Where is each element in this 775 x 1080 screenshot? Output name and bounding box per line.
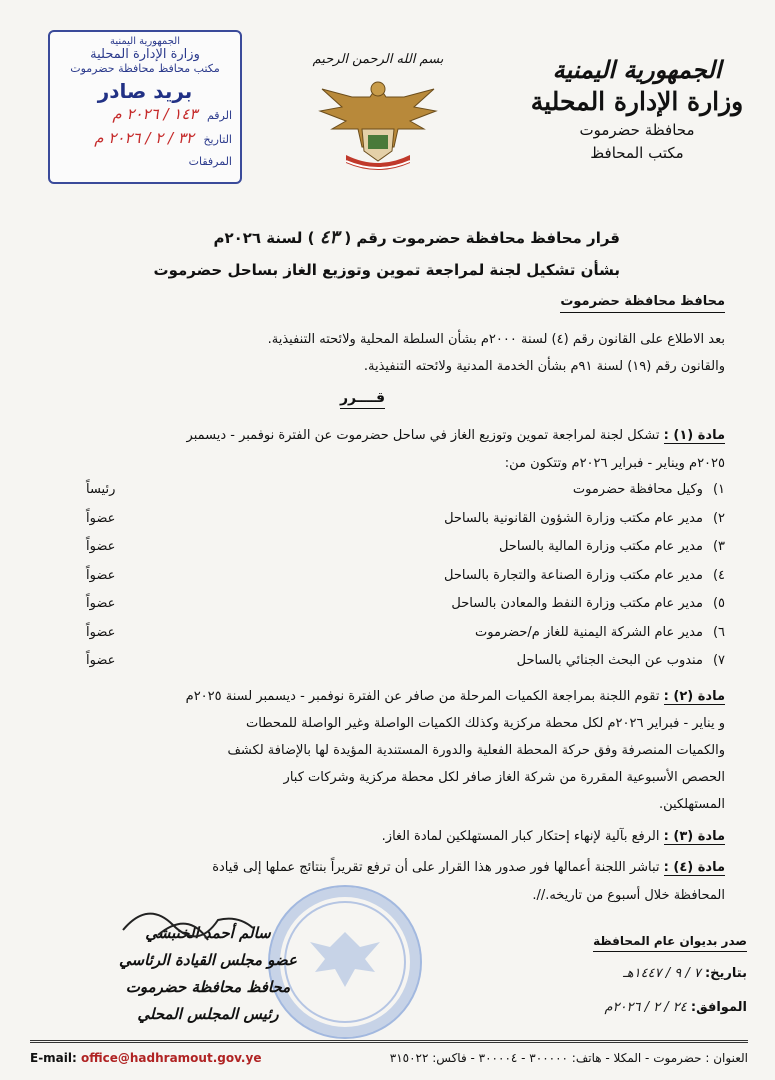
stamp-number-label: الرقم (206, 109, 232, 122)
member-name: مدير عام مكتب وزارة النفط والمعادن بالساحل (451, 596, 703, 611)
stamp-number-row (50, 103, 240, 127)
office-name: مكتب المحافظ (590, 144, 684, 162)
member-role: عضواً (86, 596, 116, 611)
issuer-heading: محافظ محافظة حضرموت (560, 292, 725, 313)
member-role: عضواً (86, 625, 116, 640)
article-3-label: مادة (٣) : (663, 829, 725, 844)
member-row (475, 623, 725, 643)
member-role: عضواً (86, 539, 116, 554)
member-name: وكيل محافظة حضرموت (572, 482, 703, 497)
stamp-republic: الجمهورية اليمنية (109, 36, 180, 47)
decides-heading: قــــرر (340, 388, 385, 409)
decree-title (60, 226, 620, 250)
decree-subject: بشأن تشكيل لجنة لمراجعة تموين وتوزيع الغاز بساحل حضرموت (153, 261, 620, 279)
decree-prefix: قرار محافظ محافظة حضرموت رقم ( (344, 229, 620, 247)
member-row (573, 480, 725, 500)
gregorian-date-row (557, 998, 747, 1018)
signatory-title-1: عضو مجلس القيادة الرئاسي (119, 951, 297, 969)
stamp-date-value: ٣٢ / ٢ / ٢٠٢٦ م (94, 129, 194, 147)
member-number: ٥) (712, 596, 725, 611)
article-3-text: الرفع بآلية لإنهاء إحتكار كبار المستهلكين لمادة الغاز. (381, 829, 660, 844)
signatory-name: سالم أحمد الخنبشي (145, 924, 271, 942)
emblem (312, 52, 444, 181)
article-1-line-2: ٢٠٢٥م ويناير - فبراير ٢٠٢٦م وتتكون من: (504, 456, 725, 471)
signature-block (98, 920, 318, 1028)
member-number: ٢) (712, 511, 725, 526)
member-name: مدير عام مكتب وزارة الصناعة والتجارة بالساحل (444, 568, 703, 583)
member-row (517, 651, 725, 671)
stamp-number-value: ١٤٣ / ٢٠٢٦ م (112, 105, 198, 123)
article-2-line-5: المستهلكين. (658, 797, 725, 812)
eagle-emblem-icon (312, 67, 444, 177)
recital-2: والقانون رقم (١٩) لسنة ٩١م بشأن الخدمة المدنية ولائحته التنفيذية. (363, 359, 725, 374)
email-label: E-mail: (30, 1051, 77, 1065)
article-3 (382, 827, 725, 847)
member-role: عضواً (86, 653, 116, 668)
footer-address: العنوان : حضرموت - المكلا - هاتف: ٣٠٠٠٠٠ - ٣٠٠٠٠٤ - فاكس: ٣١٥٠٢٢ (389, 1051, 748, 1065)
member-name: مدير عام مكتب وزارة الشؤون القانونية بالساحل (444, 511, 703, 526)
stamp-ministry: وزارة الإدارة المحلية (90, 47, 200, 62)
issued-label: صدر بديوان عام المحافظة (593, 931, 747, 952)
signatory-title-2: محافظ محافظة حضرموت (125, 978, 291, 996)
ministry-name: وزارة الإدارة المحلية (530, 87, 744, 116)
article-1-label: مادة (١) : (663, 428, 725, 443)
member-number: ٦) (712, 625, 725, 640)
handwritten-signature-icon (118, 890, 258, 950)
member-row (444, 566, 725, 586)
article-2-line-4: الحصص الأسبوعية المقررة من شركة الغاز صافر لكل محطة مركزية وشركات كبار (283, 770, 725, 785)
gregorian-date-label: الموافق: (690, 1000, 747, 1015)
member-name: مدير عام مكتب وزارة المالية بالساحل (498, 539, 703, 554)
stamp-mail-title: بريد صادر (97, 79, 193, 103)
republic-name: الجمهورية اليمنية (552, 55, 722, 84)
member-number: ٧) (712, 653, 725, 668)
hijri-date-row (557, 964, 747, 984)
article-4-text-1: تباشر اللجنة أعمالها فور صدور هذا القرار على أن ترفع تقريراً بنتائج عملها إلى قيادة (212, 860, 660, 875)
member-role: عضواً (86, 511, 116, 526)
article-4-label: مادة (٤) : (663, 860, 725, 875)
basmala: بسم الله الرحمن الرحيم (312, 52, 444, 67)
member-role: رئيساً (86, 482, 116, 497)
outgoing-mail-stamp (48, 30, 242, 184)
article-2-line-2: و يناير - فبراير ٢٠٢٦م لكل محطة مركزية وكذلك الكميات الواصلة وغير الواصلة للمحطات (246, 716, 725, 731)
stamp-attachments-label: المرفقات (188, 155, 232, 168)
member-row (499, 537, 725, 557)
member-number: ٤) (712, 568, 725, 583)
article-4-line-1 (212, 858, 725, 878)
decree-number: ٤٣ (319, 227, 340, 248)
signatory-title-3: رئيس المجلس المحلي (137, 1005, 279, 1023)
member-name: مدير عام الشركة اليمنية للغاز م/حضرموت (474, 625, 703, 640)
article-2-line-3: والكميات المنصرفة وفق حركة المحطة الفعلية والدورة المستندية المؤيدة لها بالإضافة لكشف (227, 743, 725, 758)
article-1-line-1 (187, 426, 725, 446)
member-number: ١) (712, 482, 725, 497)
email-address: office@hadhramout.gov.ye (81, 1051, 262, 1065)
article-2-line-1 (186, 687, 725, 707)
member-name: مندوب عن البحث الجنائي بالساحل (516, 653, 703, 668)
stamp-date-row (50, 127, 240, 151)
article-2-text-1: تقوم اللجنة بمراجعة الكميات المرحلة من صافر عن الفترة نوفمبر - ديسمبر لسنة ٢٠٢٥م (185, 689, 660, 704)
stamp-office: مكتب محافظ محافظة حضرموت (70, 62, 220, 75)
decree-suffix: ) لسنة ٢٠٢٦م (213, 229, 315, 247)
footer-email (30, 1048, 261, 1068)
article-4-line-2: المحافظة خلال أسبوع من تاريخه.//. (532, 888, 725, 903)
article-2-label: مادة (٢) : (663, 689, 725, 704)
recital-1: بعد الاطلاع على القانون رقم (٤) لسنة ٢٠٠٠م بشأن السلطة المحلية ولائحته التنفيذية. (267, 332, 725, 347)
gregorian-date-value: ٢٤ / ٢ / ٢٠٢٦م (604, 1000, 687, 1015)
footer-divider (30, 1040, 748, 1043)
stamp-date-label: التاريخ (203, 133, 232, 146)
article-1-text-1: تشكل لجنة لمراجعة تموين وتوزيع الغاز في ساحل حضرموت عن الفترة نوفمبر - ديسمبر (186, 428, 660, 443)
letterhead (527, 55, 747, 165)
member-row (444, 509, 725, 529)
member-number: ٣) (712, 539, 725, 554)
member-row (451, 594, 725, 614)
hijri-date-value: ٧ / ٩ / ١٤٤٧هـ (622, 966, 701, 981)
member-role: عضواً (86, 568, 116, 583)
issued-block (557, 930, 747, 1018)
governorate-name: محافظة حضرموت (579, 121, 695, 139)
hijri-date-label: بتاريخ: (704, 966, 747, 981)
